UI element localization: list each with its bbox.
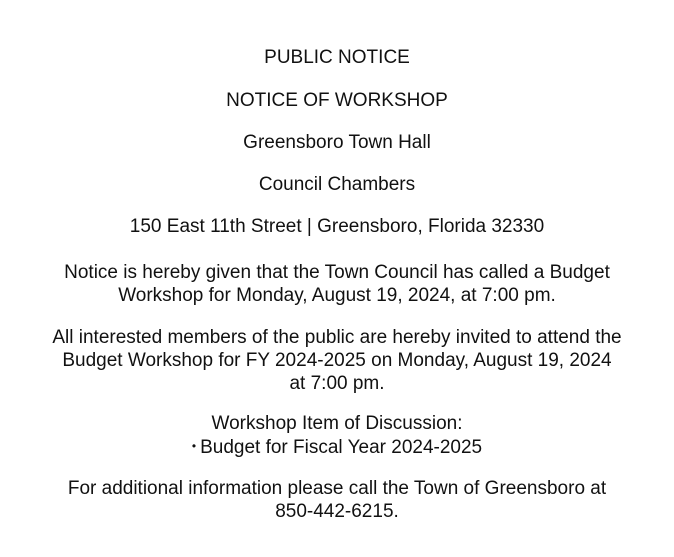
notice-paragraph-1-line-1: Notice is hereby given that the Town Council has called a Budget — [64, 262, 610, 283]
venue-name: Greensboro Town Hall — [243, 132, 431, 153]
notice-paragraph-2-line-2: Budget Workshop for FY 2024-2025 on Monday, August 19, 2024 — [62, 350, 612, 371]
contact-phone: 850-442-6215. — [275, 501, 399, 522]
discussion-item — [0, 435, 674, 459]
notice-paragraph-2 — [0, 326, 674, 395]
notice-paragraph-2-line-1: All interested members of the public are hereby invited to attend the — [52, 327, 622, 348]
notice-heading: PUBLIC NOTICE — [264, 47, 410, 68]
venue-address: 150 East 11th Street | Greensboro, Florida 32330 — [129, 216, 545, 237]
notice-paragraph-1-line-2: Workshop for Monday, August 19, 2024, at 7:00 pm. — [118, 285, 556, 306]
notice-paragraph-1 — [0, 261, 674, 307]
contact-line-1: For additional information please call the Town of Greensboro at — [67, 478, 607, 499]
contact-info — [0, 477, 674, 523]
bullet-icon: • — [191, 439, 197, 453]
discussion-section — [0, 412, 674, 459]
discussion-item-text: Budget for Fiscal Year 2024-2025 — [200, 437, 483, 458]
notice-paragraph-2-line-3: at 7:00 pm. — [289, 373, 385, 394]
room-name: Council Chambers — [258, 174, 416, 195]
notice-subheading: NOTICE OF WORKSHOP — [226, 90, 448, 111]
discussion-label: Workshop Item of Discussion: — [211, 413, 463, 434]
